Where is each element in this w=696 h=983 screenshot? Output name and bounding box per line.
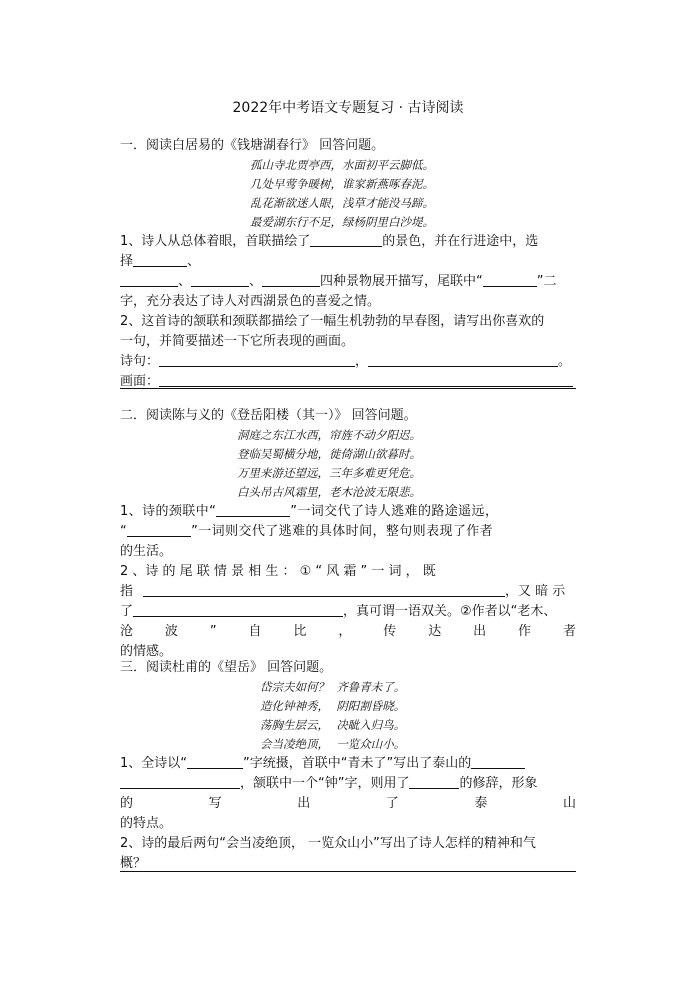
question-text: 的特点。 bbox=[120, 816, 173, 831]
text-char: 波 bbox=[164, 624, 178, 639]
question-text: 2 、诗 的 尾 联 情 景 相 生 ： ① “ 风 霜 ” 一 词 ， 既 bbox=[120, 564, 436, 579]
question-text: 一句，并简要描述一下它所表现的画面。 bbox=[120, 334, 355, 349]
text-char: 沧 bbox=[120, 624, 134, 639]
poem-line: 孤山寺北贾亭西，水面初平云脚低。 bbox=[250, 158, 434, 172]
page-title: 2022年中考语文专题复习 · 古诗阅读 bbox=[232, 100, 464, 116]
section-3-poem bbox=[120, 678, 576, 754]
section-1-poem bbox=[120, 156, 576, 232]
question-text: 的情感。 bbox=[120, 644, 173, 659]
section-2 bbox=[120, 406, 576, 662]
question-text: 的生活。 bbox=[120, 544, 173, 559]
question-text: 择 bbox=[120, 254, 134, 269]
poem-half: 岱宗夫如何？ bbox=[260, 680, 329, 694]
text-char: 作 bbox=[518, 624, 532, 639]
poem-half: 齐鲁青未了。 bbox=[336, 680, 406, 694]
text-char: 写 bbox=[208, 796, 222, 811]
text-char: 了 bbox=[385, 796, 399, 811]
question-text: 指 bbox=[120, 584, 134, 599]
answer-blank[interactable] bbox=[262, 272, 320, 287]
poem-half: 一览众山小。 bbox=[336, 737, 406, 751]
answer-blank[interactable] bbox=[483, 272, 537, 287]
poem-line: 万里来游还望远，三年多难更凭危。 bbox=[237, 466, 421, 480]
text-char: 的 bbox=[120, 796, 134, 811]
question-text: 2、这首诗的颔联和颈联都描绘了一幅生机勃勃的早春图，请写出你喜欢的 bbox=[120, 314, 545, 329]
answer-blank[interactable] bbox=[310, 232, 382, 247]
poem-half: 阴阳割昏晓。 bbox=[336, 699, 406, 713]
answer-blank[interactable] bbox=[191, 272, 249, 287]
poem-line: 白头吊古风霜里，老木沧波无限悲。 bbox=[237, 485, 421, 499]
poem-line: 登临吴蜀横分地，徙倚湖山欲暮时。 bbox=[237, 447, 421, 461]
question-text: ”一词则交代了逃难的具体时间，整句则表现了作者 bbox=[191, 524, 494, 539]
poem-line bbox=[260, 697, 576, 716]
section-2-heading: 二．阅读陈与义的《登岳阳楼（其一）》 回答问题。 bbox=[120, 408, 417, 423]
answer-blank[interactable] bbox=[133, 602, 343, 617]
answer-line[interactable] bbox=[120, 871, 576, 872]
poem-line bbox=[260, 716, 576, 735]
question-text: ”一词交代了诗人逃难的路途遥远， bbox=[290, 504, 499, 519]
question-text: 1、诗的颈联中“ bbox=[120, 504, 217, 519]
section-3 bbox=[120, 658, 576, 874]
text-char: 山 bbox=[562, 796, 576, 811]
answer-blank[interactable] bbox=[159, 372, 573, 387]
question-text: 1、全诗以“ bbox=[120, 756, 188, 771]
text-char: ” bbox=[209, 624, 217, 639]
question-text: ， bbox=[355, 354, 369, 369]
answer-label: 画面： bbox=[120, 374, 160, 389]
question-text: 的修辞，形象 bbox=[459, 776, 538, 791]
question-text: “ bbox=[120, 524, 128, 539]
section-1-heading: 一．阅读白居易的《钱塘湖春行》 回答问题。 bbox=[120, 138, 385, 153]
section-3-heading: 三．阅读杜甫的《望岳》 回答问题。 bbox=[120, 660, 333, 675]
section-2-poem bbox=[120, 426, 576, 502]
question-text: 四种景物展开描写，尾联中“ bbox=[320, 274, 483, 289]
text-char: 者 bbox=[562, 624, 576, 639]
text-char: ， bbox=[338, 624, 352, 639]
poem-line: 最爱湖东行不足，绿杨阴里白沙堤。 bbox=[250, 215, 434, 229]
poem-half: 造化钟神秀， bbox=[260, 699, 329, 713]
question-text: ，真可谓一语双关。②作者以“老木、 bbox=[343, 604, 557, 619]
poem-line bbox=[260, 678, 576, 697]
question-text: ，又 暗 示 bbox=[505, 584, 566, 599]
question-text: 字，充分表达了诗人对西湖景色的喜爱之情。 bbox=[120, 294, 381, 309]
answer-blank[interactable] bbox=[187, 754, 243, 769]
answer-blank[interactable] bbox=[120, 272, 178, 287]
question-text: ”字统摄，首联中“青未了”写出了泰山的 bbox=[243, 756, 472, 771]
text-char: 达 bbox=[428, 624, 442, 639]
question-text: 1、诗人从总体着眼，首联描绘了 bbox=[120, 234, 311, 249]
question-text: 概？ bbox=[120, 856, 147, 871]
answer-blank[interactable] bbox=[120, 774, 240, 789]
question-text: 、 bbox=[187, 254, 201, 269]
question-text: ”二 bbox=[536, 274, 557, 289]
question-text: 的景色，并在行进途中，选 bbox=[382, 234, 539, 249]
text-char: 传 bbox=[383, 624, 397, 639]
answer-line[interactable] bbox=[120, 388, 576, 389]
question-text: 、 bbox=[178, 274, 192, 289]
answer-blank[interactable] bbox=[127, 522, 191, 537]
poem-line: 几处早莺争暖树，谁家新燕啄春泥。 bbox=[250, 177, 434, 191]
justified-line bbox=[120, 622, 576, 642]
poem-half: 荡胸生层云， bbox=[260, 718, 329, 732]
question-text: 、 bbox=[249, 274, 263, 289]
poem-line: 洞庭之东江水西，帘旌不动夕阳迟。 bbox=[237, 428, 421, 442]
text-char: 泰 bbox=[474, 796, 488, 811]
text-char: 自 bbox=[248, 624, 262, 639]
answer-blank[interactable] bbox=[368, 352, 558, 367]
question-text: 。 bbox=[558, 354, 572, 369]
answer-blank[interactable] bbox=[143, 582, 505, 597]
poem-half: 会当凌绝顶， bbox=[260, 737, 329, 751]
poem-half: 决眦入归鸟。 bbox=[336, 718, 406, 732]
section-1 bbox=[120, 136, 576, 392]
question-text: 了 bbox=[120, 604, 134, 619]
text-char: 比 bbox=[293, 624, 307, 639]
justified-line bbox=[120, 794, 576, 814]
answer-blank[interactable] bbox=[409, 774, 459, 789]
question-text: 2、诗的最后两句“会当凌绝顶， 一览众山小”写出了诗人怎样的精神和气 bbox=[120, 836, 536, 851]
poem-line bbox=[260, 735, 576, 754]
answer-blank[interactable] bbox=[471, 754, 525, 769]
text-char: 出 bbox=[473, 624, 487, 639]
question-text: ，颔联中一个“钟”字，则用了 bbox=[240, 776, 410, 791]
answer-label: 诗句： bbox=[120, 354, 160, 369]
text-char: 出 bbox=[297, 796, 311, 811]
answer-blank[interactable] bbox=[133, 252, 187, 267]
answer-blank[interactable] bbox=[216, 502, 290, 517]
answer-blank[interactable] bbox=[159, 352, 355, 367]
poem-line: 乱花渐欲迷人眼，浅草才能没马蹄。 bbox=[250, 196, 434, 210]
